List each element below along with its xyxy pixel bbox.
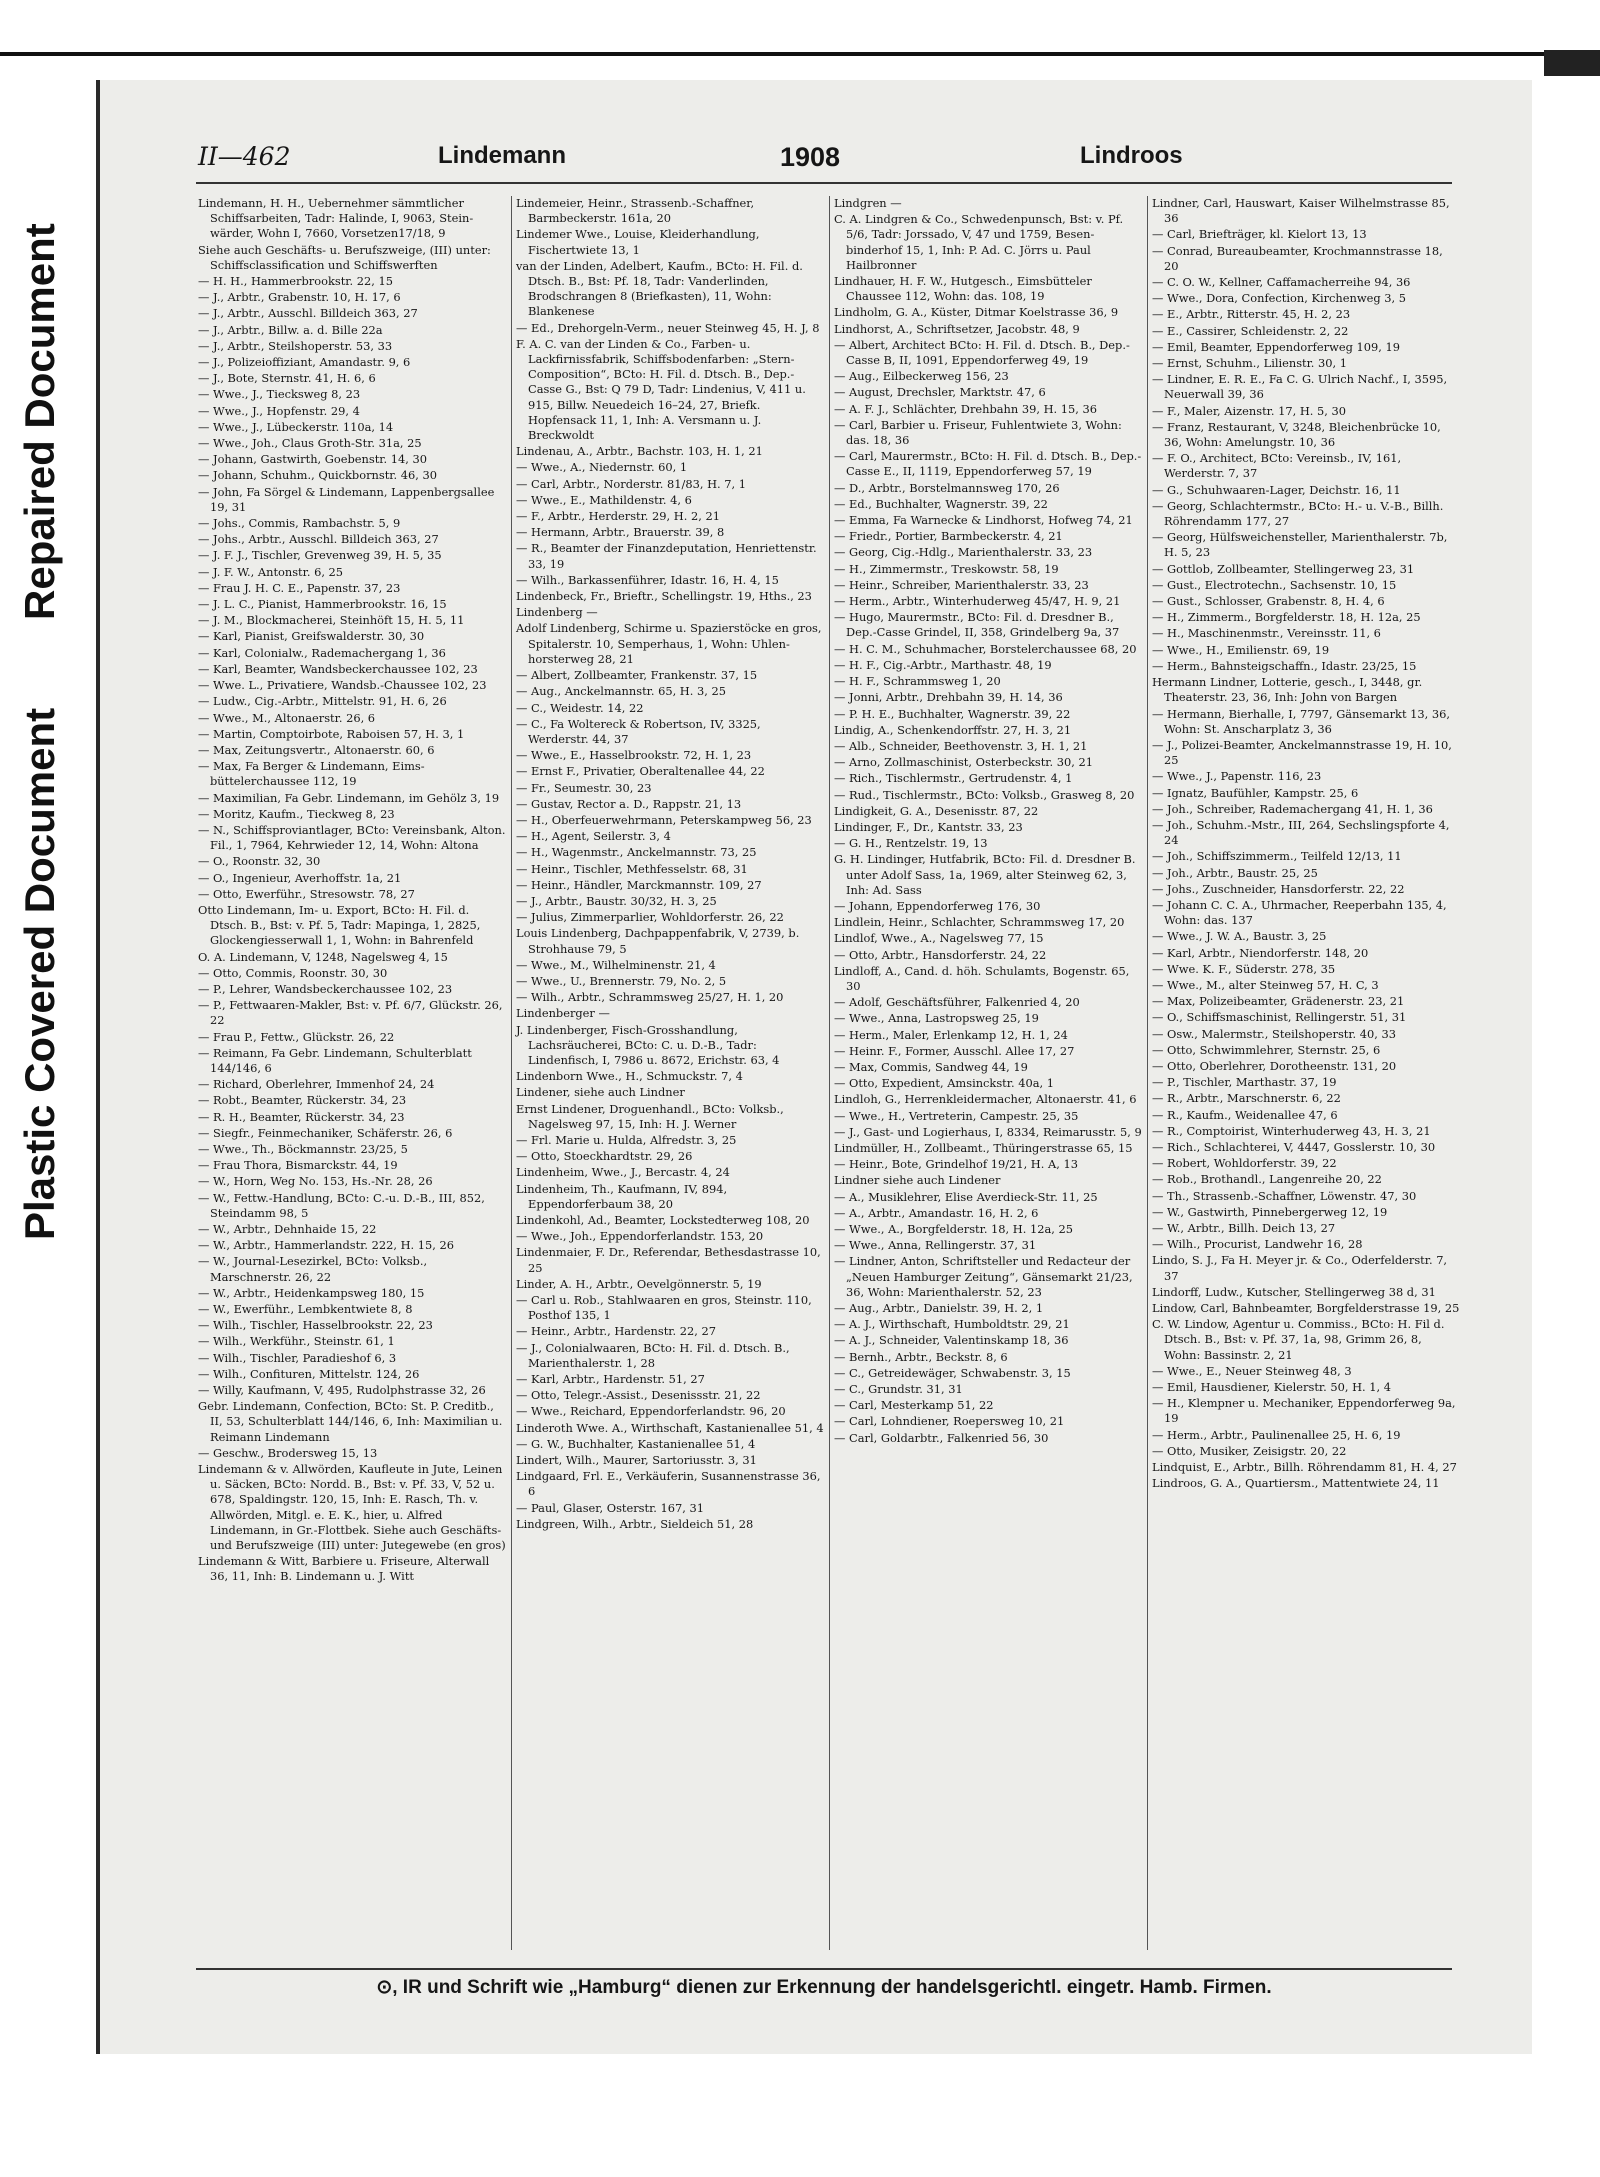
directory-entry: — Heinr. F., Former, Ausschl. Allee 17, 27: [834, 1043, 1075, 1058]
directory-entry: — Wwe., Reichard, Eppendorferlandstr. 96, 20: [516, 1404, 786, 1419]
directory-entry: — R., Arbtr., Marschnerstr. 6, 22: [1152, 1091, 1341, 1106]
directory-entry: — Georg, Hülfsweichensteller, Marienthalerstr. 7b, H. 5, 23: [1152, 530, 1448, 560]
directory-entry: — Heinr., Tischler, Methfesselstr. 68, 31: [516, 861, 748, 876]
directory-entry: — Joh., Schiffszimmerm., Teilfeld 12/13, 11: [1152, 849, 1402, 864]
directory-entry: — Lindner, E. R. E., Fa C. G. Ulrich Nachf., I, 3595, Neuerwall 39, 36: [1152, 372, 1448, 402]
directory-entry: — Bernh., Arbtr., Beckstr. 8, 6: [834, 1349, 1008, 1364]
directory-entry: — Georg, Cig.-Hdlg., Marienthalerstr. 33, 23: [834, 545, 1093, 560]
directory-entry: — Johann C. C. A., Uhrmacher, Reeperbahn 135, 4, Wohn: das. 137: [1152, 897, 1447, 928]
directory-entry: — Heinr., Arbtr., Hardenstr. 22, 27: [516, 1324, 716, 1339]
directory-entry: — Gust., Schlosser, Grabenstr. 8, H. 4, 6: [1152, 594, 1385, 609]
directory-entry: Lindlein, Heinr., Schlachter, Schrammsweg 17, 20: [834, 915, 1125, 930]
directory-entry: Lindenbeck, Fr., Brieftr., Schellingstr. 19, Hths., 23: [516, 589, 812, 604]
directory-entry: — Franz, Restaurant, V, 3248, Bleichenbrücke 10, 36, Wohn: Amelungstr. 10, 36: [1152, 419, 1441, 450]
directory-entry: — Carl, Goldarbtr., Falkenried 56, 30: [834, 1430, 1049, 1445]
directory-entry: — H., Agent, Seilerstr. 3, 4: [516, 829, 671, 844]
directory-entry: — J., Colonialwaaren, BCto: H. Fil. d. Dtsch. B., Marienthalerstr. 1, 28: [516, 1340, 790, 1370]
directory-entry: — H., Klempner u. Mechaniker, Eppendorferweg 9a, 19: [1152, 1396, 1456, 1426]
directory-entry: J. Lindenberger, Fisch-Grosshandlung, Lachsräucherei, BCto: C. u. D.-B., Tadr: Lindenfisch, I, 7986 u. 8672, Erichstr. 63, 4: [516, 1022, 780, 1067]
directory-entry: — Wilh., Arbtr., Schrammsweg 25/27, H. 1, 20: [516, 990, 784, 1005]
directory-entry: — Wwe. K. F., Süderstr. 278, 35: [1152, 961, 1336, 976]
directory-entry: Ernst Lindener, Droguenhandl., BCto: Volksb., Nagelsweg 97, 15, Inh: H. J. Werner: [516, 1101, 784, 1131]
directory-entry: — Johann, Gastwirth, Goebenstr. 14, 30: [198, 452, 427, 467]
directory-entry: — Carl u. Rob., Stahlwaaren en gros, Steinstr. 110, Posthof 135, 1: [516, 1293, 812, 1323]
directory-entry: — J., Polizeioffiziant, Amandastr. 9, 6: [198, 355, 411, 370]
directory-entry: — Otto, Telegr.-Assist., Desenissstr. 21, 22: [516, 1388, 761, 1403]
directory-entry: — H., Oberfeuerwehrmann, Peterskampweg 56, 23: [516, 812, 812, 827]
directory-entry: Lindhauer, H. F. W., Hutgesch., Eimsbütteler Chaussee 112, Wohn: das. 108, 19: [834, 274, 1092, 304]
directory-entry: — Johann, Eppendorferweg 176, 30: [834, 898, 1041, 913]
directory-entry: Lindgren —: [834, 196, 902, 210]
directory-entry: — Ernst F., Privatier, Oberaltenallee 44, 22: [516, 764, 765, 779]
directory-entry: — W., Arbtr., Dehnhaide 15, 22: [198, 1222, 377, 1236]
directory-entry: C. W. Lindow, Agentur u. Commiss., BCto: H. Fil d. Dtsch. B., Bst: v. Pf. 37, 1a, 98, Grimm 26, 8, Wohn: Bassinstr. 2, 21: [1152, 1317, 1445, 1362]
directory-entry: — F., Arbtr., Herderstr. 29, H. 2, 21: [516, 509, 720, 524]
directory-entry: — Otto, Ewerführ., Stresowstr. 78, 27: [198, 886, 415, 901]
directory-entry: — Wwe., Anna, Lastropsweg 25, 19: [834, 1011, 1039, 1026]
directory-entry: — A. J., Schneider, Valentinskamp 18, 36: [834, 1333, 1069, 1348]
directory-entry: — Wwe., E., Hasselbrookstr. 72, H. 1, 23: [516, 748, 752, 763]
directory-entry: — Carl, Mesterkamp 51, 22: [834, 1398, 994, 1413]
directory-entry: — J., Arbtr., Grabenstr. 10, H. 17, 6: [198, 290, 401, 305]
directory-entry: — A. F. J., Schlächter, Drehbahn 39, H. 15, 36: [834, 401, 1097, 416]
directory-entry: — P. H. E., Buchhalter, Wagnerstr. 39, 22: [834, 706, 1071, 721]
directory-entry: — Karl, Colonialw., Rademachergang 1, 36: [198, 645, 446, 660]
directory-entry: Lindorff, Ludw., Kutscher, Stellingerweg 38 d, 31: [1152, 1284, 1436, 1299]
directory-entry: — Wwe., H., Emilienstr. 69, 19: [1152, 642, 1330, 657]
directory-entry: — Wilh., Procurist, Landwehr 16, 28: [1152, 1237, 1363, 1252]
directory-entry: — Wwe., Dora, Confection, Kirchenweg 3, 5: [1152, 291, 1406, 306]
directory-entry: — Albert, Architect BCto: H. Fil. d. Dtsch. B., Dep.-Casse B, II, 1091, Eppendorferweg 49, 19: [834, 337, 1130, 368]
directory-entry: — Fr., Seumestr. 30, 23: [516, 780, 652, 795]
directory-entry: — R., Kaufm., Weidenallee 47, 6: [1152, 1107, 1338, 1122]
directory-entry: — Rob., Brothandl., Langenreihe 20, 22: [1152, 1172, 1382, 1187]
directory-entry: Lindenkohl, Ad., Beamter, Lockstedterweg 108, 20: [516, 1213, 810, 1227]
directory-entry: Lindo, S. J., Fa H. Meyer jr. & Co., Oderfelderstr. 7, 37: [1152, 1253, 1448, 1283]
directory-entry: — Hugo, Maurermstr., BCto: Fil. d. Dresdner B., Dep.-Casse Grindel, II, 358, Grindelberg 9a, 37: [834, 610, 1120, 640]
directory-entry: Gebr. Lindemann, Confection, BCto: St. P. Creditb., II, 53, Schulterblatt 144/146, 6, Inh: Maximilian u. Reimann Lindemann: [198, 1399, 503, 1444]
directory-entry: — Herm., Arbtr., Paulinenallee 25, H. 6, 19: [1152, 1427, 1401, 1442]
directory-entry: Louis Lindenberg, Dachpappenfabrik, V, 2739, b. Strohhause 79, 5: [516, 926, 800, 956]
directory-entry: — Otto, Commis, Roonstr. 30, 30: [198, 965, 388, 980]
repaired-document-label: Repaired Document: [16, 223, 63, 620]
directory-entry: Lindenborn Wwe., H., Schmuckstr. 7, 4: [516, 1069, 743, 1084]
directory-entry: — Johs., Zuschneider, Hansdorferstr. 22, 22: [1152, 881, 1405, 896]
directory-entry: — E., Arbtr., Ritterstr. 45, H. 2, 23: [1152, 307, 1351, 322]
directory-entry: — W., Arbtr., Billh. Deich 13, 27: [1152, 1221, 1336, 1235]
directory-entry: — Julius, Zimmerparlier, Wohldorferstr. 26, 22: [516, 910, 784, 925]
directory-entry: — Max, Commis, Sandweg 44, 19: [834, 1059, 1028, 1074]
directory-column-4: [1150, 196, 1462, 1950]
directory-entry: — Adolf, Geschäftsführer, Falkenried 4, 20: [834, 995, 1080, 1010]
directory-entry: — Wwe., E., Mathildenstr. 4, 6: [516, 492, 692, 507]
directory-entry: Lindmüller, H., Zollbeamt., Thüringerstrasse 65, 15: [834, 1140, 1133, 1155]
directory-entry: Lindenheim, Wwe., J., Bercastr. 4, 24: [516, 1165, 730, 1180]
directory-entry: — Joh., Schuhm.-Mstr., III, 264, Sechslingspforte 4, 24: [1152, 817, 1450, 848]
directory-entry: — G., Schuhwaaren-Lager, Deichstr. 16, 11: [1152, 482, 1401, 497]
directory-entry: — Wwe., U., Brennerstr. 79, No. 2, 5: [516, 973, 727, 988]
directory-entry: Hermann Lindner, Lotterie, gesch., I, 3448, gr. Theaterstr. 23, 36, Inh: John von Bargen: [1152, 675, 1423, 705]
directory-entry: — Otto, Oberlehrer, Dorotheenstr. 131, 20: [1152, 1058, 1397, 1073]
directory-entry: — C., Getreidewäger, Schwabenstr. 3, 15: [834, 1365, 1071, 1380]
directory-entry: — Max, Polizeibeamter, Grädenerstr. 23, 21: [1152, 994, 1405, 1009]
directory-entry: — H., Zimmermstr., Treskowstr. 58, 19: [834, 561, 1059, 576]
directory-entry: — Frau J. H. C. E., Papenstr. 37, 23: [198, 580, 401, 595]
directory-entry: — Otto, Musiker, Zeisigstr. 20, 22: [1152, 1443, 1347, 1458]
page-number: II—462: [198, 142, 291, 171]
directory-entry: — Wwe., Joh., Claus Groth-Str. 31a, 25: [198, 436, 422, 451]
directory-entry: Lindgaard, Frl. E., Verkäuferin, Susannenstrasse 36, 6: [516, 1469, 821, 1499]
directory-entry: Siehe auch Geschäfts- u. Berufszweige, (III) unter: Schiffsclassification und Schiffswerften: [198, 242, 491, 272]
directory-entry: — Ernst, Schuhm., Lilienstr. 30, 1: [1152, 356, 1348, 371]
directory-entry: Lindigkeit, G. A., Desenisstr. 87, 22: [834, 803, 1039, 818]
directory-entry: — E., Cassirer, Schleidenstr. 2, 22: [1152, 323, 1349, 338]
plastic-covered-document-label: Plastic Covered Document: [16, 707, 63, 1240]
column-divider: [511, 196, 512, 1950]
directory-entry: Lindert, Wilh., Maurer, Sartoriusstr. 3, 31: [516, 1453, 757, 1468]
directory-entry: — Wwe., Th., Böckmannstr. 23/25, 5: [198, 1141, 408, 1156]
directory-entry: — Martin, Comptoirbote, Raboisen 57, H. 3, 1: [198, 726, 465, 741]
directory-entry: Lindener, siehe auch Lindner: [516, 1085, 685, 1100]
directory-entry: — John, Fa Sörgel & Lindemann, Lappenbergsallee 19, 31: [198, 484, 495, 514]
directory-entry: Lindow, Carl, Bahnbeamter, Borgfelderstrasse 19, 25: [1152, 1301, 1460, 1316]
directory-entry: Lindemeier, Heinr., Strassenb.-Schaffner, Barmbeckerstr. 161a, 20: [516, 196, 755, 226]
directory-entry: — J., Arbtr., Steilshoperstr. 53, 33: [198, 338, 393, 353]
header-rule: [196, 182, 1452, 184]
directory-entry: Lindlof, Wwe., A., Nagelsweg 77, 15: [834, 931, 1044, 946]
directory-entry: — Emil, Hausdiener, Kielerstr. 50, H. 1, 4: [1152, 1380, 1391, 1395]
directory-entry: Otto Lindemann, Im- u. Export, BCto: H. Fil. d. Dtsch. B., Bst: v. Pf. 5, Tadr: Mapinga, 1, 2825, Glockengiesserwall 1, 1, Wohn: in Bahrenfeld: [198, 902, 481, 948]
directory-entry: — Robert, Wohldorferstr. 39, 22: [1152, 1156, 1337, 1171]
directory-entry: — W., Arbtr., Heidenkampsweg 180, 15: [198, 1285, 425, 1300]
directory-entry: — J., Gast- und Logierhaus, I, 8334, Reimarusstr. 5, 9: [834, 1124, 1142, 1139]
directory-entry: — Wwe., M., Wilhelminenstr. 21, 4: [516, 957, 716, 972]
directory-entry: — Lindner, Anton, Schriftsteller und Redacteur der „Neuen Hamburger Zeitung“, Gänsemarkt 21/23, 36, Wohn: Marienthalerstr. 52, 23: [834, 1254, 1133, 1299]
directory-entry: — Karl, Beamter, Wandsbeckerchaussee 102, 23: [198, 661, 478, 676]
directory-entry: van der Linden, Adelbert, Kaufm., BCto: H. Fil. d. Dtsch. B., Bst: Pf. 18, Tadr: Vanderlinden, Brodschrangen 8 (Briefkasten), 11, Wohn: Blankenese: [516, 258, 803, 319]
right-guide-word: Lindroos: [1080, 142, 1183, 169]
directory-entry: — Herm., Arbtr., Winterhuderweg 45/47, H. 9, 21: [834, 594, 1121, 609]
directory-entry: — C., Fa Woltereck & Robertson, IV, 3325, Werderstr. 44, 37: [516, 716, 761, 746]
directory-columns: [196, 196, 1466, 1950]
directory-entry: — J. F. W., Antonstr. 6, 25: [198, 564, 344, 579]
directory-entry: Lindholm, G. A., Küster, Ditmar Koelstrasse 36, 9: [834, 305, 1119, 320]
page-top-edge: [0, 52, 1600, 56]
directory-entry: — Hermann, Arbtr., Brauerstr. 39, 8: [516, 525, 725, 540]
directory-entry: Linderoth Wwe. A., Wirthschaft, Kastanienallee 51, 4: [516, 1420, 824, 1435]
directory-entry: — Johann, Schuhm., Quickbornstr. 46, 30: [198, 468, 437, 483]
directory-entry: — Otto, Schwimmlehrer, Sternstr. 25, 6: [1152, 1042, 1381, 1057]
directory-entry: Lindemann, H. H., Uebernehmer sämmtlicher Schiffsarbeiten, Tadr: Halinde, I, 9063, Steinwärder, Wohn I, 7660, Vorsetzen17/18, 9: [198, 196, 474, 241]
directory-entry: — H. F., Cig.-Arbtr., Marthastr. 48, 19: [834, 657, 1052, 672]
directory-entry: — Georg, Schlachtermstr., BCto: H.- u. V.-B., Billh. Röhrendamm 177, 27: [1152, 498, 1444, 529]
directory-entry: — Karl, Arbtr., Niendorferstr. 148, 20: [1152, 945, 1369, 960]
directory-entry: — Joh., Schreiber, Rademachergang 41, H. 1, 36: [1152, 801, 1433, 816]
directory-entry: — Rich., Tischlermstr., Gertrudenstr. 4, 1: [834, 771, 1073, 786]
directory-entry: O. A. Lindemann, V, 1248, Nagelsweg 4, 15: [198, 949, 448, 964]
directory-entry: — Wwe., H., Vertreterin, Campestr. 25, 35: [834, 1108, 1079, 1123]
directory-entry: — A., Musiklehrer, Elise Averdieck-Str. 11, 25: [834, 1189, 1098, 1204]
directory-entry: — Max, Zeitungsvertr., Altonaerstr. 60, 6: [198, 742, 435, 757]
directory-entry: — Conrad, Bureaubeamter, Krochmannstrasse 18, 20: [1152, 243, 1443, 273]
directory-entry: — Wwe., M., Altonaerstr. 26, 6: [198, 710, 376, 725]
directory-entry: — Ed., Drehorgeln-Verm., neuer Steinweg 45, H. J, 8: [516, 320, 820, 335]
directory-entry: — Osw., Malermstr., Steilshoperstr. 40, 33: [1152, 1026, 1397, 1041]
directory-entry: — Otto, Arbtr., Hansdorferstr. 24, 22: [834, 947, 1047, 962]
directory-entry: Lindloff, A., Cand. d. höh. Schulamts, Bogenstr. 65, 30: [834, 963, 1130, 993]
directory-entry: — N., Schiffsproviantlager, BCto: Vereinsbank, Alton. Fil., 1, 7964, Kehrwieder 12, 14, Wohn: Altona: [198, 822, 506, 853]
directory-entry: — Frau P., Fettw., Glückstr. 26, 22: [198, 1029, 395, 1044]
directory-entry: — Siegfr., Feinmechaniker, Schäferstr. 26, 6: [198, 1125, 453, 1140]
directory-entry: — Johs., Arbtr., Ausschl. Billdeich 363, 27: [198, 532, 439, 547]
column-divider: [829, 196, 830, 1950]
directory-entry: — Ludw., Cig.-Arbtr., Mittelstr. 91, H. 6, 26: [198, 694, 447, 709]
directory-entry: — Arno, Zollmaschinist, Osterbeckstr. 30, 21: [834, 755, 1093, 770]
directory-entry: — Maximilian, Fa Gebr. Lindemann, im Gehölz 3, 19: [198, 790, 500, 805]
directory-entry: — Wilh., Tischler, Paradieshof 6, 3: [198, 1350, 397, 1365]
directory-entry: — P., Fettwaaren-Makler, Bst: v. Pf. 6/7, Glückstr. 26, 22: [198, 998, 503, 1028]
directory-entry: — D., Arbtr., Borstelmannsweg 170, 26: [834, 480, 1060, 495]
directory-entry: — Wwe., J., Lübeckerstr. 110a, 14: [198, 419, 394, 434]
directory-entry: — Aug., Arbtr., Danielstr. 39, H. 2, 1: [834, 1301, 1044, 1316]
directory-entry: — C., Weidestr. 14, 22: [516, 700, 644, 715]
directory-entry: — H. C. M., Schuhmacher, Borstelerchaussee 68, 20: [834, 641, 1137, 656]
directory-entry: — J. M., Blockmacherei, Steinhöft 15, H. 5, 11: [198, 613, 465, 628]
directory-entry: Linder, A. H., Arbtr., Oevelgönnerstr. 5, 19: [516, 1276, 762, 1291]
directory-entry: — Alb., Schneider, Beethovenstr. 3, H. 1, 21: [834, 738, 1088, 753]
directory-entry: — W., Ewerführ., Lembkentwiete 8, 8: [198, 1302, 413, 1317]
directory-entry: — Wwe., J. W. A., Baustr. 3, 25: [1152, 929, 1327, 944]
directory-entry: — O., Schiffsmaschinist, Rellingerstr. 51, 31: [1152, 1010, 1407, 1025]
directory-entry: — Willy, Kaufmann, V, 495, Rudolphstrasse 32, 26: [198, 1383, 486, 1398]
directory-entry: — J. L. C., Pianist, Hammerbrookstr. 16, 15: [198, 597, 447, 612]
directory-entry: — Th., Strassenb.-Schaffner, Löwenstr. 47, 30: [1152, 1188, 1417, 1203]
directory-entry: — Max, Fa Berger & Lindemann, Eimsbüttelerchaussee 112, 19: [198, 759, 425, 789]
directory-entry: Lindner, Carl, Hauswart, Kaiser Wilhelmstrasse 85, 36: [1152, 196, 1450, 226]
directory-entry: — Emil, Beamter, Eppendorferweg 109, 19: [1152, 339, 1400, 354]
directory-entry: — Wilh., Barkassenführer, Idastr. 16, H. 4, 15: [516, 572, 779, 587]
directory-entry: — Wwe., A., Borgfelderstr. 18, H. 12a, 25: [834, 1222, 1073, 1236]
directory-entry: — J., Arbtr., Billw. a. d. Bille 22a: [198, 322, 383, 337]
directory-entry: — W., Gastwirth, Pinnebergerweg 12, 19: [1152, 1204, 1388, 1219]
directory-entry: — Albert, Zollbeamter, Frankenstr. 37, 15: [516, 668, 758, 683]
directory-entry: — Wilh., Tischler, Hasselbrookstr. 22, 23: [198, 1318, 433, 1333]
directory-entry: — Wwe. L., Privatiere, Wandsb.-Chaussee 102, 23: [198, 678, 487, 693]
directory-entry: — O., Ingenieur, Averhoffstr. 1a, 21: [198, 870, 402, 885]
directory-entry: — Ed., Buchhalter, Wagnerstr. 39, 22: [834, 496, 1048, 511]
directory-entry: — W., Fettw.-Handlung, BCto: C.-u. D.-B., III, 852, Steindamm 98, 5: [198, 1190, 485, 1220]
directory-entry: — R., Comptoirist, Winterhuderweg 43, H. 3, 21: [1152, 1123, 1431, 1138]
directory-entry: — Hermann, Bierhalle, I, 7797, Gänsemarkt 13, 36, Wohn: St. Anscharplatz 3, 36: [1152, 706, 1451, 736]
directory-entry: — Gottlob, Zollbeamter, Stellingerweg 23, 31: [1152, 561, 1415, 576]
directory-entry: — Frau Thora, Bismarckstr. 44, 19: [198, 1158, 398, 1173]
directory-entry: — Otto, Stoeckhardtstr. 29, 26: [516, 1149, 693, 1164]
directory-entry: Lindemann & Witt, Barbiere u. Friseure, Alterwall 36, 11, Inh: B. Lindemann u. J. Witt: [198, 1554, 490, 1584]
directory-page: [96, 80, 1532, 2054]
directory-entry: — Wilh., Werkführ., Steinstr. 61, 1: [198, 1334, 395, 1349]
directory-entry: — R., Beamter der Finanzdeputation, Henriettenstr. 33, 19: [516, 541, 817, 571]
directory-column-3: [832, 196, 1144, 1950]
directory-entry: — Carl, Barbier u. Friseur, Fuhlentwiete 3, Wohn: das. 18, 36: [834, 417, 1122, 448]
directory-year: 1908: [780, 142, 841, 172]
directory-entry: — G. W., Buchhalter, Kastanienallee 51, 4: [516, 1436, 756, 1451]
directory-column-2: [514, 196, 826, 1950]
directory-entry: — Richard, Oberlehrer, Immenhof 24, 24: [198, 1077, 435, 1092]
directory-entry: — Robt., Beamter, Rückerstr. 34, 23: [198, 1093, 407, 1108]
directory-entry: Lindemann & v. Allwörden, Kaufleute in Jute, Leinen u. Säcken, BCto: Nordd. B., Bst: v. Pf. 33, V, 52 u. 678, Spaldingstr. 120, 15, Inh: E. Rasch, Th. v. Allwörden, Mitgl. e. E. K., hier, u. Alfred Lindemann, in Gr.-Flottbek. Siehe auch Geschäfts- und Berufszweige (III) unter: Jutegewebe (en gros): [198, 1462, 506, 1553]
directory-entry: — W., Horn, Weg No. 153, Hs.-Nr. 28, 26: [198, 1174, 433, 1189]
directory-entry: — Aug., Eilbeckerweg 156, 23: [834, 369, 1009, 384]
directory-entry: Lindenau, A., Arbtr., Bachstr. 103, H. 1, 21: [516, 444, 763, 459]
directory-entry: — Ignatz, Baufühler, Kampstr. 25, 6: [1152, 785, 1359, 800]
directory-entry: — H., Wagenmstr., Anckelmannstr. 73, 25: [516, 845, 757, 860]
directory-entry: — Reimann, Fa Gebr. Lindemann, Schulterblatt 144/146, 6: [198, 1045, 472, 1075]
directory-entry: — Aug., Anckelmannstr. 65, H. 3, 25: [516, 684, 726, 699]
directory-entry: — H., Zimmerm., Borgfelderstr. 18, H. 12a, 25: [1152, 610, 1421, 625]
directory-entry: Lindenberg —: [516, 605, 598, 620]
directory-entry: — H. F., Schrammsweg 1, 20: [834, 674, 1001, 689]
directory-entry: — Karl, Pianist, Greifswalderstr. 30, 30: [198, 629, 425, 644]
directory-entry: — Carl, Arbtr., Norderstr. 81/83, H. 7, 1: [516, 476, 747, 491]
directory-entry: — W., Journal-Lesezirkel, BCto: Volksb., Marschnerstr. 26, 22: [198, 1254, 428, 1284]
directory-entry: — Emma, Fa Warnecke & Lindhorst, Hofweg 74, 21: [834, 513, 1133, 528]
directory-entry: — Gust., Electrotechn., Sachsenstr. 10, 15: [1152, 577, 1397, 592]
directory-entry: — Jonni, Arbtr., Drehbahn 39, H. 14, 36: [834, 690, 1063, 705]
directory-entry: Adolf Lindenberg, Schirme u. Spazierstöcke en gros, Spitalerstr. 10, Semperhaus, 1, Wohn: Uhlenhorsterweg 28, 21: [516, 621, 822, 666]
directory-entry: — G. H., Rentzelstr. 19, 13: [834, 836, 988, 851]
directory-column-1: [196, 196, 508, 1950]
directory-entry: F. A. C. van der Linden & Co., Farben- u. Lackfirnissfabrik, Schiffsbodenfarben: „Stern-Composition“, BCto: H. Fil. d. Dtsch. B., Dep.-Casse G., Bst: Q 79 D, Tadr: Lindenius, V, 411 u. 915, Billw. Neuedeich 16–24, 27, Briefk. Hopfensack 11, 1, Inh: A. Versmann u. J. Breckwoldt: [516, 336, 806, 443]
directory-entry: Lindemer Wwe., Louise, Kleiderhandlung, Fischertwiete 13, 1: [516, 227, 760, 257]
directory-entry: — August, Drechsler, Marktstr. 47, 6: [834, 385, 1046, 400]
directory-entry: — Gustav, Rector a. D., Rappstr. 21, 13: [516, 796, 742, 811]
directory-entry: — Wwe., J., Papenstr. 116, 23: [1152, 769, 1322, 784]
directory-entry: — Moritz, Kaufm., Tieckweg 8, 23: [198, 806, 395, 821]
scan-corner-mark: [1544, 50, 1600, 76]
directory-entry: — Frl. Marie u. Hulda, Alfredstr. 3, 25: [516, 1132, 737, 1147]
directory-entry: — Wwe., A., Niedernstr. 60, 1: [516, 460, 688, 475]
directory-entry: — Geschw., Brodersweg 15, 13: [198, 1445, 378, 1460]
directory-entry: — Karl, Arbtr., Hardenstr. 51, 27: [516, 1372, 705, 1387]
column-divider: [1147, 196, 1148, 1950]
directory-entry: — F. O., Architect, BCto: Vereinsb., IV, 161, Werderstr. 7, 37: [1152, 451, 1402, 481]
directory-entry: — Carl, Lohndiener, Roepersweg 10, 21: [834, 1414, 1065, 1429]
directory-entry: — W., Arbtr., Hammerlandstr. 222, H. 15, 26: [198, 1238, 455, 1253]
directory-entry: Lindquist, E., Arbtr., Billh. Röhrendamm 81, H. 4, 27: [1152, 1460, 1457, 1475]
directory-entry: — A., Arbtr., Amandastr. 16, H. 2, 6: [834, 1205, 1039, 1220]
directory-entry: — Paul, Glaser, Osterstr. 167, 31: [516, 1500, 705, 1515]
directory-entry: G. H. Lindinger, Hutfabrik, BCto: Fil. d. Dresdner B. unter Adolf Sass, 1a, 1969, alter Steinweg 62, 3, Inh: Ad. Sass: [834, 852, 1136, 897]
directory-entry: Lindig, A., Schenkendorffstr. 27, H. 3, 21: [834, 722, 1072, 737]
directory-entry: — Rud., Tischlermstr., BCto: Volksb., Grasweg 8, 20: [834, 787, 1135, 802]
directory-entry: — Friedr., Portier, Barmbeckerstr. 4, 21: [834, 529, 1063, 544]
directory-entry: Lindinger, F., Dr., Kantstr. 33, 23: [834, 819, 1023, 834]
directory-entry: — Wwe., Joh., Eppendorferlandstr. 153, 20: [516, 1229, 764, 1244]
directory-entry: Lindroos, G. A., Quartiersm., Mattentwiete 24, 11: [1152, 1476, 1440, 1491]
directory-entry: — H., Maschinenmstr., Vereinsstr. 11, 6: [1152, 626, 1381, 641]
directory-entry: — O., Roonstr. 32, 30: [198, 854, 321, 869]
directory-entry: — Johs., Commis, Rambachstr. 5, 9: [198, 516, 401, 531]
directory-entry: — J., Polizei-Beamter, Anckelmannstrasse 19, H. 10, 25: [1152, 737, 1452, 768]
left-guide-word: Lindemann: [438, 142, 567, 169]
directory-entry: — Wwe., E., Neuer Steinweg 48, 3: [1152, 1363, 1352, 1378]
directory-entry: — Heinr., Bote, Grindelhof 19/21, H. A, 13: [834, 1157, 1078, 1172]
directory-entry: — R. H., Beamter, Rückerstr. 34, 23: [198, 1109, 405, 1124]
directory-entry: C. A. Lindgren & Co., Schwedenpunsch, Bst: v. Pf. 5/6, Tadr: Jorssado, V, 47 und 1759, Besenbinderhof 15, 1, Inh: P. Ad. C. Jörrs u. Paul Hailbronner: [834, 212, 1124, 272]
directory-entry: — Carl, Maurermstr., BCto: H. Fil. d. Dtsch. B., Dep.-Casse E., II, 1119, Eppendorferweg 57, 19: [834, 449, 1142, 479]
directory-entry: — F., Maler, Aizenstr. 17, H. 5, 30: [1152, 403, 1346, 418]
directory-entry: Lindenheim, Th., Kaufmann, IV, 894, Eppendorferbaum 38, 20: [516, 1181, 728, 1211]
directory-entry: — Wwe., J., Tiecksweg 8, 23: [198, 387, 361, 402]
directory-entry: Lindhorst, A., Schriftsetzer, Jacobstr. 48, 9: [834, 321, 1080, 336]
directory-entry: — Herm., Maler, Erlenkamp 12, H. 1, 24: [834, 1027, 1068, 1042]
directory-entry: — Wilh., Confituren, Mittelstr. 124, 26: [198, 1366, 420, 1381]
directory-entry: — A. J., Wirthschaft, Humboldtstr. 29, 21: [834, 1317, 1070, 1332]
directory-entry: — Wwe., J., Hopfenstr. 29, 4: [198, 403, 360, 418]
directory-entry: — J., Bote, Sternstr. 41, H. 6, 6: [198, 371, 376, 386]
directory-entry: — H. H., Hammerbrookstr. 22, 15: [198, 274, 393, 289]
directory-entry: — P., Tischler, Marthastr. 37, 19: [1152, 1075, 1337, 1090]
directory-entry: Lindgreen, Wilh., Arbtr., Sieldeich 51, 28: [516, 1516, 754, 1531]
directory-entry: — C. O. W., Kellner, Caffamacherreihe 94, 36: [1152, 275, 1411, 290]
directory-entry: — Herm., Bahnsteigschaffn., Idastr. 23/25, 15: [1152, 658, 1417, 673]
directory-entry: — Heinr., Händler, Marckmannstr. 109, 27: [516, 877, 762, 892]
legend-footer: ⊙, IR und Schrift wie „Hamburg“ dienen zur Erkennung der handelsgerichtl. eingetr. Hamb. Firmen.: [196, 1968, 1452, 1999]
directory-entry: — Rich., Schlachterei, V, 4447, Gosslerstr. 10, 30: [1152, 1139, 1436, 1154]
directory-entry: Lindenberger —: [516, 1006, 610, 1021]
directory-entry: Lindner siehe auch Lindener: [834, 1173, 1001, 1188]
directory-entry: — Heinr., Schreiber, Marienthalerstr. 33, 23: [834, 577, 1089, 592]
directory-entry: — Otto, Expedient, Amsinckstr. 40a, 1: [834, 1076, 1054, 1091]
directory-entry: — J. F. J., Tischler, Grevenweg 39, H. 5, 35: [198, 548, 442, 563]
directory-entry: — P., Lehrer, Wandsbeckerchaussee 102, 23: [198, 981, 453, 996]
directory-entry: — J., Arbtr., Baustr. 30/32, H. 3, 25: [516, 893, 717, 908]
directory-entry: — C., Grundstr. 31, 31: [834, 1382, 963, 1397]
directory-entry: — Wwe., Anna, Rellingerstr. 37, 31: [834, 1238, 1037, 1253]
directory-entry: — J., Arbtr., Ausschl. Billdeich 363, 27: [198, 306, 418, 321]
directory-entry: — Carl, Briefträger, kl. Kielort 13, 13: [1152, 227, 1367, 242]
directory-entry: — Wwe., M., alter Steinweg 57, H. C, 3: [1152, 977, 1379, 992]
directory-entry: Lindenmaier, F. Dr., Referendar, Bethesdastrasse 10, 25: [516, 1245, 821, 1275]
directory-entry: Lindloh, G., Herrenkleidermacher, Altonaerstr. 41, 6: [834, 1092, 1137, 1107]
directory-entry: — Joh., Arbtr., Baustr. 25, 25: [1152, 865, 1318, 880]
